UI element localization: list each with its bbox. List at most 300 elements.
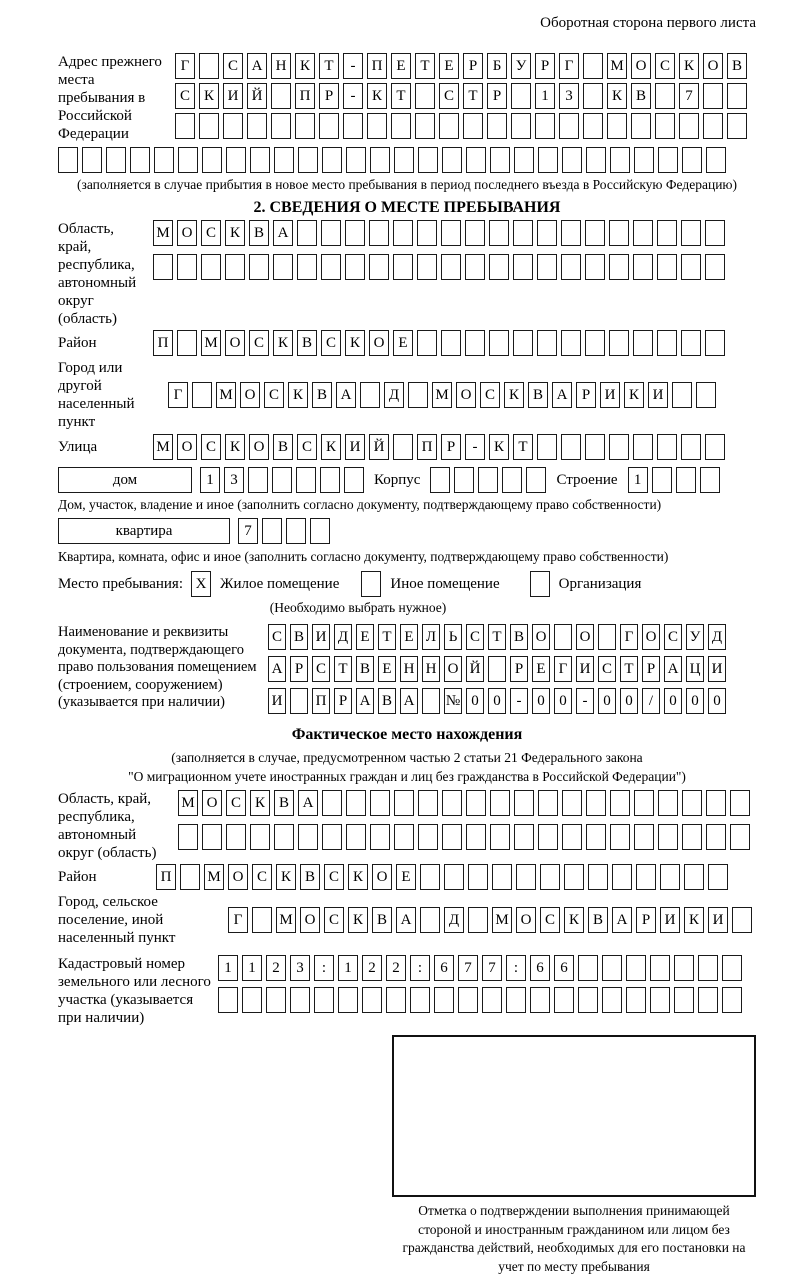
char-cell[interactable] xyxy=(321,254,341,280)
char-cell[interactable] xyxy=(201,254,221,280)
char-cell[interactable]: К xyxy=(250,790,270,816)
char-cell[interactable] xyxy=(626,987,646,1013)
char-cell[interactable]: О xyxy=(456,382,476,408)
char-cell[interactable]: М xyxy=(201,330,221,356)
char-cell[interactable]: И xyxy=(223,83,243,109)
char-cell[interactable] xyxy=(417,254,437,280)
char-cell[interactable]: В xyxy=(273,434,293,460)
char-cell[interactable]: В xyxy=(290,624,308,650)
char-cell[interactable]: А xyxy=(298,790,318,816)
char-cell[interactable] xyxy=(674,955,694,981)
char-cell[interactable] xyxy=(346,824,366,850)
char-cell[interactable]: М xyxy=(153,434,173,460)
char-cell[interactable] xyxy=(420,907,440,933)
char-cell[interactable] xyxy=(652,467,672,493)
char-cell[interactable] xyxy=(489,330,509,356)
char-cell[interactable] xyxy=(598,624,616,650)
char-cell[interactable] xyxy=(106,147,126,173)
char-cell[interactable]: 0 xyxy=(708,688,726,714)
char-cell[interactable] xyxy=(418,824,438,850)
char-cell[interactable]: Д xyxy=(708,624,726,650)
char-cell[interactable]: : xyxy=(410,955,430,981)
char-cell[interactable] xyxy=(561,434,581,460)
char-cell[interactable] xyxy=(583,83,603,109)
char-cell[interactable] xyxy=(344,467,364,493)
char-cell[interactable] xyxy=(696,382,716,408)
char-cell[interactable]: И xyxy=(708,907,728,933)
char-cell[interactable]: И xyxy=(600,382,620,408)
char-cell[interactable] xyxy=(393,434,413,460)
char-cell[interactable]: К xyxy=(295,53,315,79)
char-cell[interactable] xyxy=(410,987,430,1013)
char-cell[interactable] xyxy=(295,113,315,139)
char-cell[interactable] xyxy=(609,330,629,356)
char-cell[interactable]: К xyxy=(504,382,524,408)
char-cell[interactable] xyxy=(394,147,414,173)
char-cell[interactable] xyxy=(514,824,534,850)
char-cell[interactable] xyxy=(418,147,438,173)
char-cell[interactable]: С xyxy=(223,53,243,79)
char-cell[interactable]: И xyxy=(708,656,726,682)
char-cell[interactable] xyxy=(58,147,78,173)
char-cell[interactable] xyxy=(633,254,653,280)
char-cell[interactable]: А xyxy=(396,907,416,933)
char-cell[interactable]: К xyxy=(679,53,699,79)
char-cell[interactable] xyxy=(612,864,632,890)
char-cell[interactable]: И xyxy=(576,656,594,682)
char-cell[interactable]: 0 xyxy=(554,688,572,714)
char-cell[interactable]: 7 xyxy=(238,518,258,544)
char-cell[interactable] xyxy=(223,113,243,139)
char-cell[interactable] xyxy=(444,864,464,890)
char-cell[interactable] xyxy=(537,254,557,280)
char-cell[interactable]: М xyxy=(432,382,452,408)
char-cell[interactable]: В xyxy=(528,382,548,408)
char-cell[interactable]: Р xyxy=(334,688,352,714)
char-cell[interactable]: С xyxy=(664,624,682,650)
stay-option-other-checkbox[interactable] xyxy=(361,571,381,597)
char-cell[interactable] xyxy=(502,467,522,493)
char-cell[interactable] xyxy=(442,147,462,173)
char-cell[interactable] xyxy=(370,790,390,816)
char-cell[interactable] xyxy=(360,382,380,408)
char-cell[interactable] xyxy=(679,113,699,139)
char-cell[interactable] xyxy=(346,147,366,173)
char-cell[interactable] xyxy=(262,518,282,544)
char-cell[interactable]: 0 xyxy=(620,688,638,714)
char-cell[interactable] xyxy=(703,83,723,109)
char-cell[interactable]: С xyxy=(480,382,500,408)
char-cell[interactable] xyxy=(676,467,696,493)
char-cell[interactable] xyxy=(610,147,630,173)
char-cell[interactable]: Ц xyxy=(686,656,704,682)
char-cell[interactable]: Г xyxy=(228,907,248,933)
char-cell[interactable]: Т xyxy=(488,624,506,650)
char-cell[interactable] xyxy=(586,790,606,816)
char-cell[interactable] xyxy=(650,955,670,981)
char-cell[interactable] xyxy=(362,987,382,1013)
char-cell[interactable] xyxy=(466,790,486,816)
char-cell[interactable]: Е xyxy=(532,656,550,682)
char-cell[interactable]: С xyxy=(175,83,195,109)
char-cell[interactable] xyxy=(538,790,558,816)
char-cell[interactable]: В xyxy=(378,688,396,714)
char-cell[interactable] xyxy=(631,113,651,139)
char-cell[interactable]: М xyxy=(492,907,512,933)
char-cell[interactable] xyxy=(489,220,509,246)
char-cell[interactable] xyxy=(535,113,555,139)
char-cell[interactable]: 3 xyxy=(290,955,310,981)
char-cell[interactable]: Н xyxy=(422,656,440,682)
char-cell[interactable] xyxy=(487,113,507,139)
char-cell[interactable]: Т xyxy=(620,656,638,682)
char-cell[interactable]: Г xyxy=(168,382,188,408)
char-cell[interactable]: М xyxy=(607,53,627,79)
char-cell[interactable] xyxy=(345,220,365,246)
char-cell[interactable]: П xyxy=(295,83,315,109)
char-cell[interactable] xyxy=(320,467,340,493)
char-cell[interactable] xyxy=(297,254,317,280)
char-cell[interactable] xyxy=(511,83,531,109)
char-cell[interactable] xyxy=(247,113,267,139)
char-cell[interactable] xyxy=(226,824,246,850)
char-cell[interactable] xyxy=(609,434,629,460)
char-cell[interactable]: В xyxy=(510,624,528,650)
char-cell[interactable] xyxy=(633,434,653,460)
char-cell[interactable] xyxy=(250,147,270,173)
char-cell[interactable]: К xyxy=(345,330,365,356)
char-cell[interactable]: К xyxy=(321,434,341,460)
char-cell[interactable] xyxy=(658,824,678,850)
char-cell[interactable]: К xyxy=(348,907,368,933)
char-cell[interactable]: Р xyxy=(576,382,596,408)
char-cell[interactable] xyxy=(516,864,536,890)
char-cell[interactable]: Р xyxy=(636,907,656,933)
char-cell[interactable] xyxy=(657,434,677,460)
char-cell[interactable]: И xyxy=(648,382,668,408)
char-cell[interactable] xyxy=(681,220,701,246)
char-cell[interactable] xyxy=(466,824,486,850)
char-cell[interactable] xyxy=(698,987,718,1013)
char-cell[interactable]: К xyxy=(225,434,245,460)
char-cell[interactable] xyxy=(682,147,702,173)
char-cell[interactable]: 0 xyxy=(532,688,550,714)
char-cell[interactable] xyxy=(314,987,334,1013)
char-cell[interactable] xyxy=(706,147,726,173)
char-cell[interactable]: Е xyxy=(393,330,413,356)
char-cell[interactable]: 6 xyxy=(434,955,454,981)
char-cell[interactable] xyxy=(706,824,726,850)
char-cell[interactable]: 7 xyxy=(482,955,502,981)
char-cell[interactable]: 1 xyxy=(242,955,262,981)
char-cell[interactable] xyxy=(343,113,363,139)
char-cell[interactable] xyxy=(681,254,701,280)
char-cell[interactable]: А xyxy=(268,656,286,682)
char-cell[interactable] xyxy=(506,987,526,1013)
char-cell[interactable] xyxy=(705,330,725,356)
char-cell[interactable] xyxy=(634,824,654,850)
char-cell[interactable] xyxy=(722,955,742,981)
char-cell[interactable]: Е xyxy=(391,53,411,79)
char-cell[interactable] xyxy=(727,83,747,109)
char-cell[interactable]: С xyxy=(252,864,272,890)
char-cell[interactable]: Р xyxy=(441,434,461,460)
char-cell[interactable]: 0 xyxy=(488,688,506,714)
char-cell[interactable]: И xyxy=(660,907,680,933)
char-cell[interactable] xyxy=(586,824,606,850)
char-cell[interactable] xyxy=(393,254,413,280)
char-cell[interactable]: С xyxy=(598,656,616,682)
char-cell[interactable] xyxy=(540,864,560,890)
char-cell[interactable] xyxy=(338,987,358,1013)
char-cell[interactable]: 1 xyxy=(628,467,648,493)
char-cell[interactable] xyxy=(458,987,478,1013)
char-cell[interactable] xyxy=(271,83,291,109)
char-cell[interactable] xyxy=(178,824,198,850)
char-cell[interactable] xyxy=(554,624,572,650)
char-cell[interactable] xyxy=(180,864,200,890)
char-cell[interactable] xyxy=(610,824,630,850)
char-cell[interactable]: Р xyxy=(319,83,339,109)
char-cell[interactable] xyxy=(298,147,318,173)
char-cell[interactable] xyxy=(225,254,245,280)
char-cell[interactable]: С xyxy=(268,624,286,650)
char-cell[interactable] xyxy=(441,330,461,356)
char-cell[interactable]: Д xyxy=(444,907,464,933)
char-cell[interactable] xyxy=(514,790,534,816)
char-cell[interactable]: О xyxy=(444,656,462,682)
char-cell[interactable]: П xyxy=(417,434,437,460)
char-cell[interactable] xyxy=(583,53,603,79)
char-cell[interactable] xyxy=(297,220,317,246)
char-cell[interactable] xyxy=(199,53,219,79)
char-cell[interactable]: Ь xyxy=(444,624,462,650)
char-cell[interactable] xyxy=(636,864,656,890)
char-cell[interactable]: 6 xyxy=(530,955,550,981)
char-cell[interactable] xyxy=(415,113,435,139)
char-cell[interactable] xyxy=(610,790,630,816)
char-cell[interactable]: П xyxy=(156,864,176,890)
char-cell[interactable] xyxy=(319,113,339,139)
char-cell[interactable]: Г xyxy=(175,53,195,79)
char-cell[interactable] xyxy=(394,824,414,850)
char-cell[interactable]: 1 xyxy=(338,955,358,981)
char-cell[interactable] xyxy=(273,254,293,280)
char-cell[interactable] xyxy=(417,330,437,356)
char-cell[interactable]: Е xyxy=(356,624,374,650)
char-cell[interactable]: К xyxy=(225,220,245,246)
char-cell[interactable] xyxy=(562,790,582,816)
char-cell[interactable] xyxy=(727,113,747,139)
char-cell[interactable]: 7 xyxy=(679,83,699,109)
char-cell[interactable]: О xyxy=(177,434,197,460)
char-cell[interactable] xyxy=(538,147,558,173)
char-cell[interactable] xyxy=(513,330,533,356)
char-cell[interactable]: П xyxy=(312,688,330,714)
char-cell[interactable] xyxy=(672,382,692,408)
char-cell[interactable] xyxy=(266,987,286,1013)
char-cell[interactable]: Е xyxy=(400,624,418,650)
char-cell[interactable] xyxy=(420,864,440,890)
char-cell[interactable] xyxy=(705,434,725,460)
char-cell[interactable] xyxy=(439,113,459,139)
char-cell[interactable]: В xyxy=(588,907,608,933)
char-cell[interactable]: И xyxy=(312,624,330,650)
char-cell[interactable]: А xyxy=(612,907,632,933)
char-cell[interactable]: У xyxy=(511,53,531,79)
char-cell[interactable]: О xyxy=(228,864,248,890)
char-cell[interactable] xyxy=(681,330,701,356)
char-cell[interactable]: О xyxy=(249,434,269,460)
char-cell[interactable]: О xyxy=(576,624,594,650)
char-cell[interactable] xyxy=(578,955,598,981)
char-cell[interactable] xyxy=(468,864,488,890)
char-cell[interactable] xyxy=(199,113,219,139)
char-cell[interactable]: Р xyxy=(290,656,308,682)
char-cell[interactable]: В xyxy=(312,382,332,408)
char-cell[interactable]: С xyxy=(540,907,560,933)
char-cell[interactable] xyxy=(703,113,723,139)
char-cell[interactable] xyxy=(700,467,720,493)
char-cell[interactable] xyxy=(602,987,622,1013)
char-cell[interactable]: О xyxy=(703,53,723,79)
char-cell[interactable]: № xyxy=(444,688,462,714)
char-cell[interactable] xyxy=(586,147,606,173)
char-cell[interactable]: К xyxy=(564,907,584,933)
char-cell[interactable]: С xyxy=(226,790,246,816)
char-cell[interactable] xyxy=(492,864,512,890)
char-cell[interactable] xyxy=(634,147,654,173)
char-cell[interactable] xyxy=(562,824,582,850)
char-cell[interactable]: В xyxy=(300,864,320,890)
char-cell[interactable]: 1 xyxy=(535,83,555,109)
char-cell[interactable]: К xyxy=(489,434,509,460)
char-cell[interactable] xyxy=(248,467,268,493)
char-cell[interactable]: В xyxy=(727,53,747,79)
char-cell[interactable] xyxy=(468,907,488,933)
char-cell[interactable]: В xyxy=(631,83,651,109)
char-cell[interactable] xyxy=(463,113,483,139)
char-cell[interactable] xyxy=(674,987,694,1013)
char-cell[interactable] xyxy=(442,824,462,850)
char-cell[interactable]: 7 xyxy=(458,955,478,981)
char-cell[interactable] xyxy=(722,987,742,1013)
char-cell[interactable]: Р xyxy=(487,83,507,109)
char-cell[interactable]: Т xyxy=(378,624,396,650)
char-cell[interactable] xyxy=(490,147,510,173)
char-cell[interactable] xyxy=(154,147,174,173)
char-cell[interactable] xyxy=(730,824,750,850)
char-cell[interactable] xyxy=(609,254,629,280)
char-cell[interactable]: Р xyxy=(642,656,660,682)
char-cell[interactable]: А xyxy=(552,382,572,408)
char-cell[interactable]: Р xyxy=(510,656,528,682)
char-cell[interactable]: А xyxy=(400,688,418,714)
char-cell[interactable] xyxy=(559,113,579,139)
char-cell[interactable]: П xyxy=(367,53,387,79)
char-cell[interactable] xyxy=(130,147,150,173)
char-cell[interactable] xyxy=(434,987,454,1013)
char-cell[interactable] xyxy=(430,467,450,493)
char-cell[interactable]: 0 xyxy=(466,688,484,714)
char-cell[interactable] xyxy=(684,864,704,890)
char-cell[interactable] xyxy=(488,656,506,682)
char-cell[interactable] xyxy=(177,330,197,356)
char-cell[interactable]: О xyxy=(300,907,320,933)
char-cell[interactable]: С xyxy=(324,864,344,890)
char-cell[interactable] xyxy=(588,864,608,890)
char-cell[interactable] xyxy=(633,330,653,356)
char-cell[interactable] xyxy=(454,467,474,493)
char-cell[interactable]: Й xyxy=(369,434,389,460)
char-cell[interactable] xyxy=(418,790,438,816)
char-cell[interactable]: - xyxy=(465,434,485,460)
char-cell[interactable]: О xyxy=(240,382,260,408)
char-cell[interactable]: В xyxy=(249,220,269,246)
char-cell[interactable] xyxy=(202,147,222,173)
char-cell[interactable] xyxy=(578,987,598,1013)
char-cell[interactable]: А xyxy=(273,220,293,246)
char-cell[interactable]: Р xyxy=(463,53,483,79)
char-cell[interactable]: К xyxy=(276,864,296,890)
char-cell[interactable]: Г xyxy=(559,53,579,79)
char-cell[interactable]: С xyxy=(324,907,344,933)
char-cell[interactable] xyxy=(296,467,316,493)
char-cell[interactable] xyxy=(250,824,270,850)
char-cell[interactable] xyxy=(658,147,678,173)
char-cell[interactable] xyxy=(562,147,582,173)
char-cell[interactable] xyxy=(252,907,272,933)
char-cell[interactable] xyxy=(417,220,437,246)
char-cell[interactable]: М xyxy=(153,220,173,246)
char-cell[interactable] xyxy=(466,147,486,173)
char-cell[interactable]: Е xyxy=(439,53,459,79)
char-cell[interactable]: К xyxy=(624,382,644,408)
char-cell[interactable] xyxy=(561,330,581,356)
char-cell[interactable]: К xyxy=(607,83,627,109)
char-cell[interactable] xyxy=(393,220,413,246)
char-cell[interactable] xyxy=(513,220,533,246)
char-cell[interactable] xyxy=(242,987,262,1013)
char-cell[interactable]: Д xyxy=(334,624,352,650)
char-cell[interactable] xyxy=(564,864,584,890)
char-cell[interactable] xyxy=(658,790,678,816)
char-cell[interactable]: 0 xyxy=(686,688,704,714)
char-cell[interactable]: В xyxy=(297,330,317,356)
char-cell[interactable]: Т xyxy=(415,53,435,79)
char-cell[interactable] xyxy=(271,113,291,139)
char-cell[interactable]: И xyxy=(268,688,286,714)
char-cell[interactable]: - xyxy=(343,53,363,79)
char-cell[interactable] xyxy=(345,254,365,280)
char-cell[interactable] xyxy=(290,987,310,1013)
char-cell[interactable] xyxy=(511,113,531,139)
char-cell[interactable] xyxy=(202,824,222,850)
char-cell[interactable] xyxy=(442,790,462,816)
char-cell[interactable]: М xyxy=(178,790,198,816)
char-cell[interactable] xyxy=(657,330,677,356)
char-cell[interactable] xyxy=(730,790,750,816)
char-cell[interactable]: К xyxy=(367,83,387,109)
char-cell[interactable] xyxy=(489,254,509,280)
char-cell[interactable] xyxy=(561,220,581,246)
char-cell[interactable] xyxy=(585,220,605,246)
char-cell[interactable]: - xyxy=(576,688,594,714)
char-cell[interactable] xyxy=(218,987,238,1013)
char-cell[interactable]: М xyxy=(204,864,224,890)
char-cell[interactable] xyxy=(82,147,102,173)
char-cell[interactable]: С xyxy=(466,624,484,650)
